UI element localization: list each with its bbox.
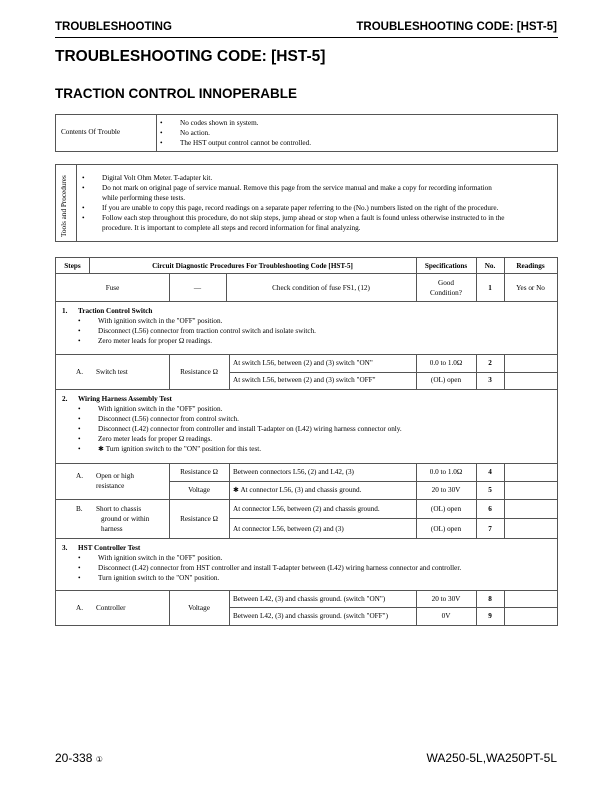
contents-list bbox=[160, 118, 311, 148]
list-item-continuation: while performing these tests. bbox=[102, 194, 186, 202]
list-item: • Disconnect (L56) connector from control switch. bbox=[78, 414, 402, 424]
header-left: TROUBLESHOOTING bbox=[55, 21, 172, 33]
fuse-reading: Yes or No bbox=[516, 284, 545, 292]
tools-list bbox=[82, 173, 552, 193]
section-3-title: HST Controller Test bbox=[78, 544, 141, 552]
step-no: 8 bbox=[488, 595, 492, 603]
tools-box bbox=[55, 164, 558, 242]
section-2-bullets bbox=[78, 404, 402, 454]
list-item: • Follow each step throughout this procedure, do not skip steps, jump ahead or stop when a fault is found unless otherwise instructed to in the bbox=[82, 213, 552, 223]
col-specifications: Specifications bbox=[424, 262, 468, 270]
item-label: ground or within bbox=[101, 515, 150, 523]
list-item bbox=[78, 444, 402, 454]
measure-label: Resistance Ω bbox=[180, 515, 218, 523]
tools-list-cont bbox=[82, 203, 552, 223]
check-text: At connector L56, between (2) and (3) bbox=[233, 525, 344, 533]
spec-value: 0.0 to 1.0Ω bbox=[429, 468, 463, 476]
list-item: • The HST output control cannot be controlled. bbox=[160, 138, 311, 148]
list-item: • Disconnect (L56) connector from traction control switch and isolate switch. bbox=[78, 326, 316, 336]
step-no: 4 bbox=[488, 468, 492, 476]
list-item: • With ignition switch in the "OFF" position. bbox=[78, 404, 402, 414]
step-no: 9 bbox=[488, 612, 492, 620]
spec-value: 0.0 to 1.0Ω bbox=[429, 359, 463, 367]
list-item: • If you are unable to copy this page, record readings on a separate paper referring to the (No.) numbers listed on the right of the procedure. bbox=[82, 203, 552, 213]
list-item: • No codes shown in system. bbox=[160, 118, 311, 128]
footer-page bbox=[55, 751, 103, 765]
step-no: 6 bbox=[488, 505, 492, 513]
step-no: 7 bbox=[488, 525, 492, 533]
measure-label: Resistance Ω bbox=[180, 468, 218, 476]
item-label: Controller bbox=[96, 604, 126, 612]
star-note: ✱ Turn ignition switch to the "ON" position for this test. bbox=[98, 445, 261, 453]
item-label: harness bbox=[101, 525, 123, 533]
spec-value: (OL) open bbox=[430, 376, 462, 384]
section-3-bullets bbox=[78, 553, 461, 583]
page-title: TROUBLESHOOTING CODE: [HST-5] bbox=[55, 48, 326, 65]
list-item: • No action. bbox=[160, 128, 311, 138]
col-procedure: Circuit Diagnostic Procedures For Troubleshooting Code [HST-5] bbox=[152, 262, 353, 270]
check-text: At connector L56, between (2) and chassis ground. bbox=[233, 505, 380, 513]
item-letter: A. bbox=[76, 472, 83, 480]
item-label: resistance bbox=[96, 482, 125, 490]
fuse-spec: Condition? bbox=[430, 289, 462, 297]
step-no: 5 bbox=[488, 486, 492, 494]
section-1-title: Traction Control Switch bbox=[78, 307, 153, 315]
section-3-num: 3. bbox=[62, 544, 68, 552]
check-text: At switch L56, between (2) and (3) switch "ON" bbox=[233, 359, 373, 367]
contents-box bbox=[55, 114, 558, 152]
check-text: Between L42, (3) and chassis ground. (switch "OFF") bbox=[233, 612, 388, 620]
page-subtitle: TRACTION CONTROL INNOPERABLE bbox=[55, 86, 297, 101]
tools-label: Tools and Procedures bbox=[60, 175, 68, 237]
spec-value: 20 to 30V bbox=[431, 595, 461, 603]
list-item: • Zero meter leads for proper Ω readings. bbox=[78, 434, 402, 444]
col-steps: Steps bbox=[64, 262, 81, 270]
measure-label: Voltage bbox=[188, 486, 210, 494]
fuse-dash: — bbox=[193, 284, 202, 292]
list-item: • Zero meter leads for proper Ω readings. bbox=[78, 336, 316, 346]
section-1-num: 1. bbox=[62, 307, 68, 315]
item-letter: A. bbox=[76, 604, 83, 612]
section-2-num: 2. bbox=[62, 395, 68, 403]
fuse-check: Check condition of fuse FS1, (12) bbox=[272, 284, 370, 292]
page-number: 20-338 bbox=[55, 751, 93, 765]
fuse-spec: Good bbox=[438, 279, 454, 287]
footer-model: WA250-5L,WA250PT-5L bbox=[426, 751, 557, 765]
fuse-item: Fuse bbox=[105, 284, 120, 292]
spec-value: 20 to 30V bbox=[431, 486, 461, 494]
list-item: • Digital Volt Ohm Meter. T-adapter kit. bbox=[82, 173, 552, 183]
list-item-continuation: procedure. It is important to complete all steps and record information for final analyzing. bbox=[102, 224, 361, 232]
check-text: Between L42, (3) and chassis ground. (switch "ON") bbox=[233, 595, 386, 603]
list-item: • With ignition switch in the "OFF" position. bbox=[78, 553, 461, 563]
section-2-title: Wiring Harness Assembly Test bbox=[78, 395, 172, 403]
item-label: Open or high bbox=[96, 472, 134, 480]
measure-label: Voltage bbox=[188, 604, 210, 612]
step-no: 3 bbox=[488, 376, 492, 384]
procedure-table bbox=[55, 257, 558, 626]
revision-mark: ① bbox=[95, 755, 103, 764]
measure-label: Resistance Ω bbox=[180, 368, 218, 376]
list-item: • Do not mark on original page of service manual. Remove this page from the service manual and make a copy for recording information bbox=[82, 183, 552, 193]
spec-value: 0V bbox=[441, 612, 451, 620]
check-text: ✱ At connector L56, (3) and chassis ground. bbox=[233, 485, 361, 495]
contents-label: Contents Of Trouble bbox=[61, 128, 121, 136]
header-right: TROUBLESHOOTING CODE: [HST-5] bbox=[356, 21, 557, 33]
header-rule bbox=[55, 37, 558, 38]
col-readings: Readings bbox=[516, 262, 545, 270]
check-text: At switch L56, between (2) and (3) switch "OFF" bbox=[233, 376, 376, 384]
step-no: 2 bbox=[488, 359, 492, 367]
list-item: • Turn ignition switch to the "ON" position. bbox=[78, 573, 461, 583]
list-item: • With ignition switch in the "OFF" position. bbox=[78, 316, 316, 326]
fuse-no: 1 bbox=[488, 284, 492, 292]
spec-value: (OL) open bbox=[430, 525, 462, 533]
section-1-bullets bbox=[78, 316, 316, 346]
spec-value: (OL) open bbox=[430, 505, 462, 513]
list-item: • Disconnect (L42) connector from HST controller and install T-adapter between (L42) wiring harness connector and controller. bbox=[78, 563, 461, 573]
check-text: Between connectors L56, (2) and L42, (3) bbox=[233, 468, 354, 476]
col-no: No. bbox=[484, 262, 496, 270]
item-letter: B. bbox=[76, 505, 83, 513]
item-letter: A. bbox=[76, 368, 83, 376]
item-label: Switch test bbox=[96, 368, 128, 376]
item-label: Short to chassis bbox=[96, 505, 142, 513]
list-item: • Disconnect (L42) connector from controller and install T-adapter on (L42) wiring harness connector only. bbox=[78, 424, 402, 434]
